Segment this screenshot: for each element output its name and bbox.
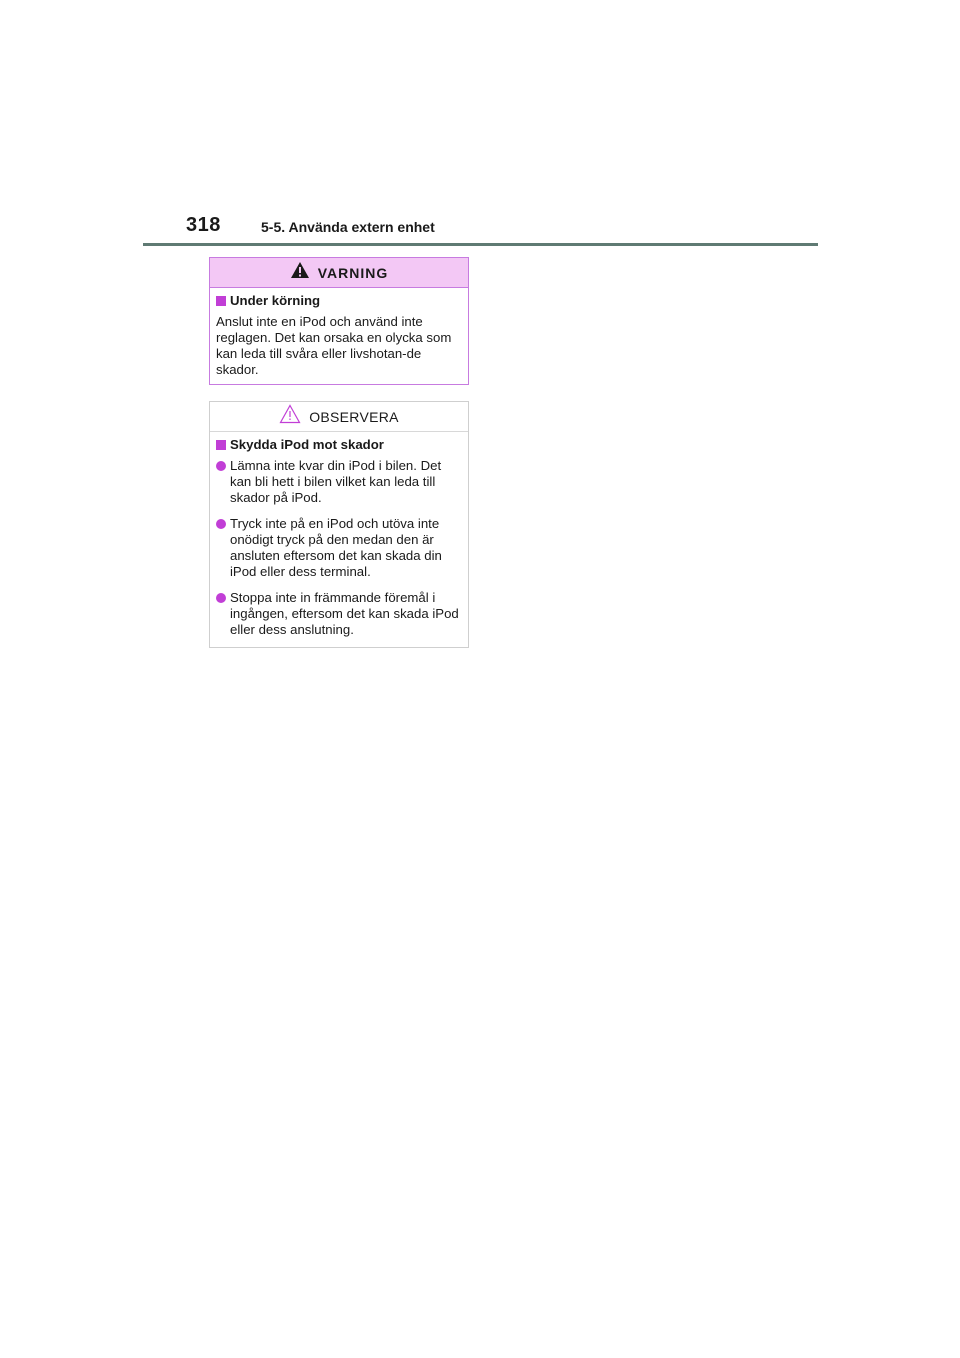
page-number: 318 bbox=[186, 214, 221, 236]
list-item-text: Tryck inte på en iPod och utöva inte onödigt tryck på den medan den är ansluten eftersom det kan skada din iPod eller dess terminal. bbox=[230, 516, 442, 579]
warning-label: VARNING bbox=[317, 264, 389, 281]
notice-box bbox=[209, 401, 469, 648]
square-bullet-icon bbox=[216, 440, 226, 450]
notice-subheading-row bbox=[216, 437, 462, 453]
warning-triangle-outline-icon bbox=[279, 404, 301, 429]
round-bullet-icon bbox=[216, 519, 226, 529]
warning-subheading: Under körning bbox=[230, 293, 321, 308]
warning-header bbox=[210, 258, 468, 288]
warning-triangle-filled-icon bbox=[290, 261, 310, 284]
notice-subheading: Skydda iPod mot skador bbox=[230, 437, 384, 452]
header-rule bbox=[143, 243, 818, 246]
list-item-text: Stoppa inte in främmande föremål i ingången, eftersom det kan skada iPod eller dess anslutning. bbox=[230, 590, 459, 637]
round-bullet-icon bbox=[216, 593, 226, 603]
list-item-text: Lämna inte kvar din iPod i bilen. Det kan bli hett i bilen vilket kan leda till skador på iPod. bbox=[230, 458, 442, 505]
list-item bbox=[216, 458, 462, 506]
list-item bbox=[216, 590, 462, 638]
square-bullet-icon bbox=[216, 296, 226, 306]
section-title: 5-5. Använda extern enhet bbox=[261, 219, 435, 235]
notice-header bbox=[210, 402, 468, 432]
list-item bbox=[216, 516, 462, 580]
warning-text: Anslut inte en iPod och använd inte reglagen. Det kan orsaka en olycka som kan leda till svåra eller livshotan-de skador. bbox=[216, 314, 452, 377]
warning-box bbox=[209, 257, 469, 385]
notice-label: OBSERVERA bbox=[309, 408, 399, 425]
warning-body bbox=[210, 288, 468, 378]
notice-body bbox=[210, 432, 468, 638]
warning-subheading-row bbox=[216, 293, 462, 309]
round-bullet-icon bbox=[216, 461, 226, 471]
